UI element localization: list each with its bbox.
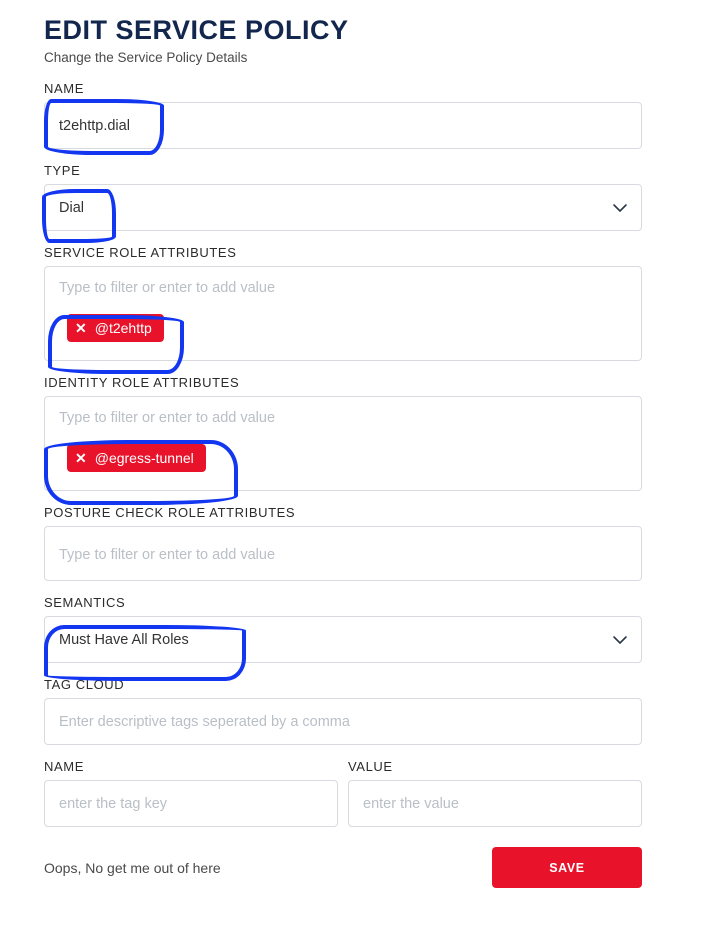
semantics-field-block <box>44 595 642 663</box>
semantics-select[interactable] <box>44 616 642 663</box>
tag-name-block <box>44 759 338 827</box>
type-field-block <box>44 163 642 231</box>
name-field-block <box>44 81 642 149</box>
page-subtitle: Change the Service Policy Details <box>44 50 248 66</box>
service-role-attributes-input[interactable] <box>44 266 642 361</box>
type-label: TYPE <box>44 163 81 179</box>
tag-value-label: VALUE <box>348 759 393 775</box>
posture-check-role-attributes-input[interactable] <box>44 526 642 581</box>
cancel-link[interactable]: Oops, No get me out of here <box>44 859 221 876</box>
identity-role-attributes-placeholder: Type to filter or enter to add value <box>59 410 276 427</box>
chip-label: @t2ehttp <box>94 319 152 336</box>
semantics-select-value: Must Have All Roles <box>59 631 189 648</box>
tag-cloud-block <box>44 677 642 745</box>
page-title: EDIT SERVICE POLICY <box>44 15 349 45</box>
tag-cloud-input[interactable] <box>44 698 642 745</box>
identity-role-attribute-chip[interactable] <box>67 444 206 472</box>
tag-value-block <box>348 759 642 827</box>
close-icon[interactable]: ✕ <box>75 319 87 336</box>
identity-role-attributes-block <box>44 375 642 491</box>
semantics-label: SEMANTICS <box>44 595 126 611</box>
type-select-value: Dial <box>59 199 84 216</box>
posture-check-role-attributes-block <box>44 505 642 581</box>
semantics-select-wrap[interactable] <box>44 616 642 663</box>
identity-role-attributes-input[interactable] <box>44 396 642 491</box>
tag-key-value-row <box>44 759 642 827</box>
service-role-attributes-block <box>44 245 642 361</box>
name-input[interactable] <box>44 102 642 149</box>
posture-check-role-attributes-placeholder: Type to filter or enter to add value <box>59 546 276 563</box>
tag-name-input[interactable] <box>44 780 338 827</box>
save-button[interactable]: SAVE <box>492 847 642 888</box>
type-select-wrap[interactable] <box>44 184 642 231</box>
form-footer <box>44 847 642 888</box>
name-label: NAME <box>44 81 84 97</box>
tag-name-label: NAME <box>44 759 84 775</box>
type-select[interactable] <box>44 184 642 231</box>
identity-role-attributes-label: IDENTITY ROLE ATTRIBUTES <box>44 375 240 391</box>
service-role-attributes-label: SERVICE ROLE ATTRIBUTES <box>44 245 237 261</box>
tag-cloud-label: TAG CLOUD <box>44 677 125 693</box>
service-role-attribute-chip[interactable] <box>67 314 164 342</box>
close-icon[interactable]: ✕ <box>75 449 87 466</box>
chip-label: @egress-tunnel <box>94 449 194 466</box>
tag-value-input[interactable] <box>348 780 642 827</box>
posture-check-role-attributes-label: POSTURE CHECK ROLE ATTRIBUTES <box>44 505 296 521</box>
service-role-attributes-placeholder: Type to filter or enter to add value <box>59 280 276 297</box>
